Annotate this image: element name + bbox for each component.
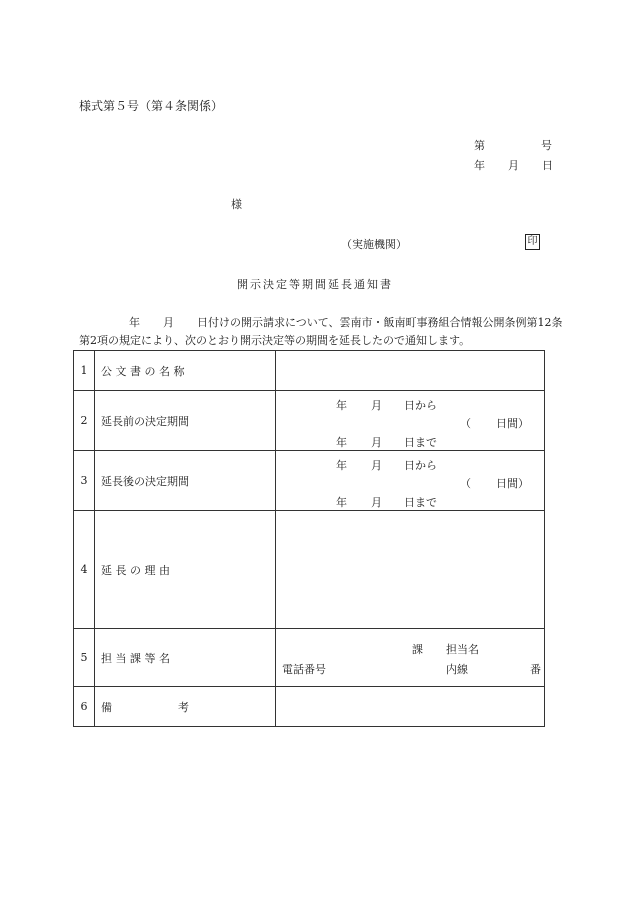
period-year: 年 (336, 399, 347, 412)
original-period-field[interactable] (276, 391, 545, 451)
remarks-a: 備 (101, 700, 112, 714)
date-year: 年 (474, 159, 485, 172)
agency-label: （実施機関） (341, 238, 407, 251)
date-day: 日 (542, 159, 553, 172)
period-until: 日まで (404, 496, 437, 509)
row-label: 公 文 書 の 名 称 (95, 351, 276, 391)
row-number: 4 (74, 511, 95, 629)
period-year: 年 (336, 459, 347, 472)
notice-table (73, 350, 545, 727)
body-text: 日付けの開示請求について、雲南市・飯南町事務組合情報公開条例第12条 (197, 316, 563, 329)
period-from: 日から (404, 399, 437, 412)
contact-field[interactable] (276, 629, 545, 687)
row-number: 1 (74, 351, 95, 391)
doc-no-prefix: 第 (474, 139, 485, 152)
person-label: 担当名 (446, 643, 479, 656)
row-label: 延 長 の 理 由 (95, 511, 276, 629)
doc-no-suffix: 号 (541, 139, 552, 152)
extended-period-field[interactable] (276, 451, 545, 511)
table-row (74, 351, 545, 391)
row-label (95, 687, 276, 727)
paren-open: （ (460, 417, 471, 430)
row-number: 3 (74, 451, 95, 511)
table-row (74, 687, 545, 727)
document-title: 開示決定等期間延長通知書 (237, 278, 393, 291)
form-id: 様式第５号（第４条関係） (79, 99, 224, 113)
row-label: 延長後の決定期間 (95, 451, 276, 511)
remarks-b: 考 (178, 700, 189, 714)
section-label: 課 (412, 643, 423, 656)
addressee-suffix: 様 (231, 198, 242, 211)
table-row (74, 391, 545, 451)
date-month: 月 (508, 159, 519, 172)
period-year: 年 (336, 496, 347, 509)
period-month: 月 (371, 459, 382, 472)
period-month: 月 (371, 436, 382, 449)
days-count: 日間） (496, 477, 529, 490)
period-month: 月 (371, 399, 382, 412)
ban-label: 番 (530, 663, 541, 676)
table-row (74, 451, 545, 511)
period-month: 月 (371, 496, 382, 509)
period-until: 日まで (404, 436, 437, 449)
body-year: 年 (129, 316, 140, 329)
days-count: 日間） (496, 417, 529, 430)
table-row (74, 511, 545, 629)
row-number: 6 (74, 687, 95, 727)
row-number: 5 (74, 629, 95, 687)
row-label: 延長前の決定期間 (95, 391, 276, 451)
table-row (74, 629, 545, 687)
paren-open: （ (460, 477, 471, 490)
period-year: 年 (336, 436, 347, 449)
remarks-field[interactable] (276, 687, 545, 727)
seal-mark: 印 (525, 234, 540, 250)
extension-label: 内線 (446, 663, 468, 676)
row-number: 2 (74, 391, 95, 451)
row-label: 担 当 課 等 名 (95, 629, 276, 687)
body-line-2: 第2項の規定により、次のとおり開示決定等の期間を延長したので通知します。 (79, 334, 471, 347)
phone-label: 電話番号 (282, 663, 326, 676)
body-month: 月 (163, 316, 174, 329)
reason-field[interactable] (276, 511, 545, 629)
period-from: 日から (404, 459, 437, 472)
document-name-field[interactable] (276, 351, 545, 391)
